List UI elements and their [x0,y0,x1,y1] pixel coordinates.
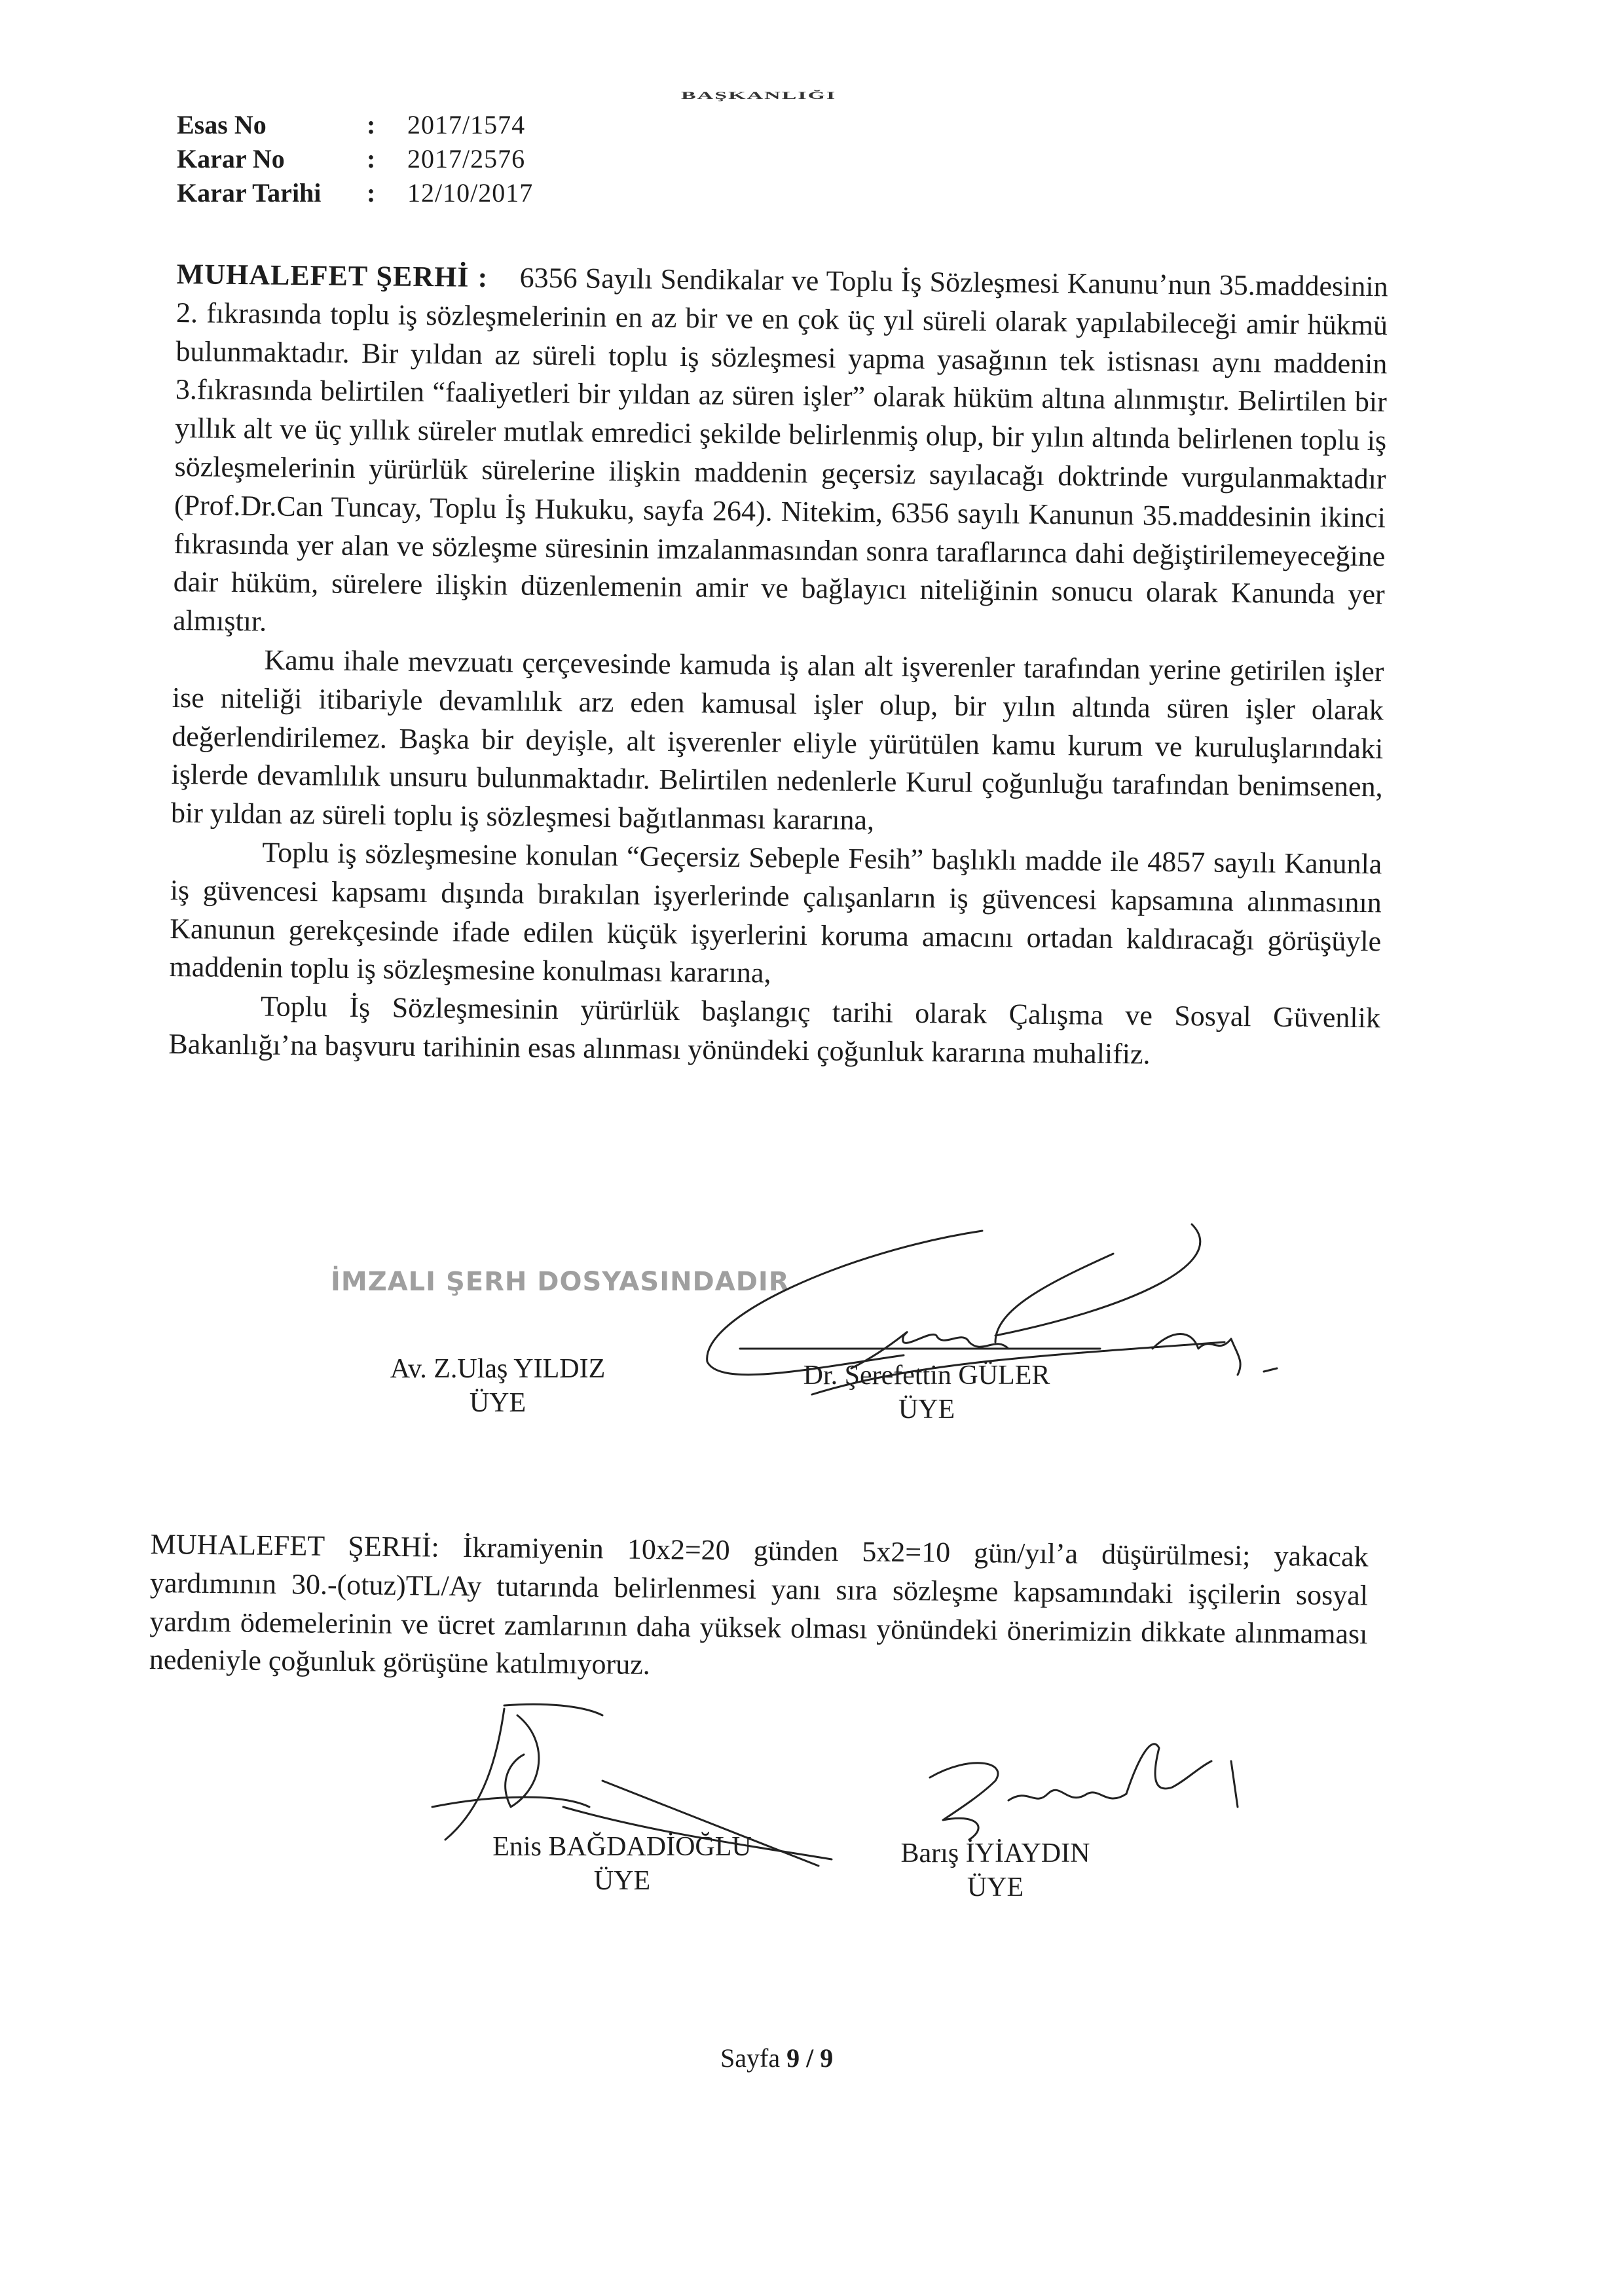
meta-value: 2017/1574 [407,110,526,139]
dissent-paragraph-text: İkramiyenin 10x2=20 günden 5x2=10 gün/yıl’a düşürülmesi; yakacak yardımının 30.-(otuz)TL/Ay tutarında belirlenmesi yanı sıra sözleşme kapsamındaki işçilerin sosyal yardım ödemelerinin ve ücret zamlarının daha yüksek olması yönündeki önerimizin dikkate alınmaması nedeniyle çoğunluk görüşüne katılmıyoruz. [149,1531,1369,1681]
signatory-role: ÜYE [898,1394,955,1425]
dissent-paragraph-2: Kamu ihale mevzuatı çerçevesinde kamuda iş alan alt işverenler tarafından yerine getirilen işler ise niteliği itibariyle devamlılık arz eden kamusal işler olup, bir yılın altında süren işler olarak değerlendirilemez. Başka bir deyişle, alt işverenler eliyle yürütülen kamu kurum ve kuruluşlarındaki işlerde devamlılık unsuru bulunmaktadır. Belirtilen nedenlerle Kurul çoğunluğu tarafından benimsenen, bir yıldan az süreli toplu iş sözleşmesi bağıtlanması kararına, [170,644,1384,837]
page-current: 9 [786,2043,800,2073]
signatory-role: ÜYE [469,1388,526,1418]
page-total: 9 [820,2043,834,2073]
meta-separator: : [367,144,376,173]
page-number [720,2043,833,2073]
signed-copy-stamp: İMZALI ŞERH DOSYASINDADIR [331,1267,790,1297]
meta-label: Karar Tarihi [177,178,322,208]
signatory-name: Av. Z.Ulaş YILDIZ [390,1354,606,1384]
dissent-paragraph-4: Toplu İş Sözleşmesinin yürürlük başlangıç tarihi olarak Çalışma ve Sosyal Güvenlik Bakanlığı’na başvuru tarihinin esas alınması yönündeki çoğunluk kararına muhalifiz. [168,990,1381,1070]
page-separator: / [806,2043,814,2073]
signature-iyiaydin [930,1744,1238,1840]
meta-label: Karar No [177,144,285,173]
dissent-paragraph-text: 6356 Sayılı Sendikalar ve Toplu İş Sözleşmesi Kanunu’nun 35.maddesinin 2. fıkrasında toplu iş sözleşmelerinin en az bir ve en çok üç yıl süreli olarak yapılabileceği amir hükmü bulunmaktadır. Bir yıldan az süreli toplu iş sözleşmesi yapma yasağının tek istisnası aynı maddenin 3.fıkrasında belirtilen “faaliyetleri bir yıldan az süren işler” olarak hüküm altına alınmıştır. Belirtilen bir yıllık alt ve üç yıllık süreler mutlak emredici şekilde belirlenmiş olup, bir yılın altında belirlenen toplu iş sözleşmelerinin yürürlük sürelerine ilişkin maddenin geçersiz sayılacağı doktrinde vurgulanmaktadır (Prof.Dr.Can Tuncay, Toplu İş Hukuku, sayfa 264). Nitekim, 6356 sayılı Kanunun 35.maddesinin ikinci fıkrasında yer alan ve sözleşme süresinin imzalanmasından sonra taraflarınca dahi değiştirilemeyeceğine dair hüküm, sürelere ilişkin düzenlemenin amir ve bağlayıcı niteliğinin sonucu olarak Kanunda yer almıştır. [172,261,1388,638]
page-prefix: Sayfa [720,2043,781,2073]
signatory-name: Barış İYİAYDIN [900,1838,1090,1868]
header-title-fragment: BAŞKANLIĞI [681,90,837,101]
signature-bagdadioglu [432,1704,832,1866]
signatory-role: ÜYE [593,1866,651,1896]
signatory-name: Dr. Şerefettin GÜLER [803,1360,1050,1391]
signatory-name: Enis BAĞDADİOĞLU [492,1832,752,1862]
dissent-title: MUHALEFET ŞERHİ : [176,257,489,293]
signature-guler [707,1224,1277,1394]
dissent-paragraph-3: Toplu iş sözleşmesine konulan “Geçersiz Sebeple Fesih” başlıklı madde ile 4857 sayılı Kanunla iş güvencesi kapsamı dışında bırakılan işyerlerinde çalışanların iş güvencesi kapsamına alınmasının Kanunun gerekçesinde ifade edilen küçük işyerlerini koruma amacını ortadan kaldıracağı görüşüyle maddenin toplu iş sözleşmesine konulması kararına, [169,836,1382,989]
signatory-role: ÜYE [967,1872,1024,1903]
meta-separator: : [367,110,376,139]
meta-value: 12/10/2017 [407,178,534,208]
dissent-title: MUHALEFET ŞERHİ: [150,1527,439,1563]
meta-value: 2017/2576 [407,144,526,173]
meta-separator: : [367,178,376,208]
meta-label: Esas No [177,110,267,139]
